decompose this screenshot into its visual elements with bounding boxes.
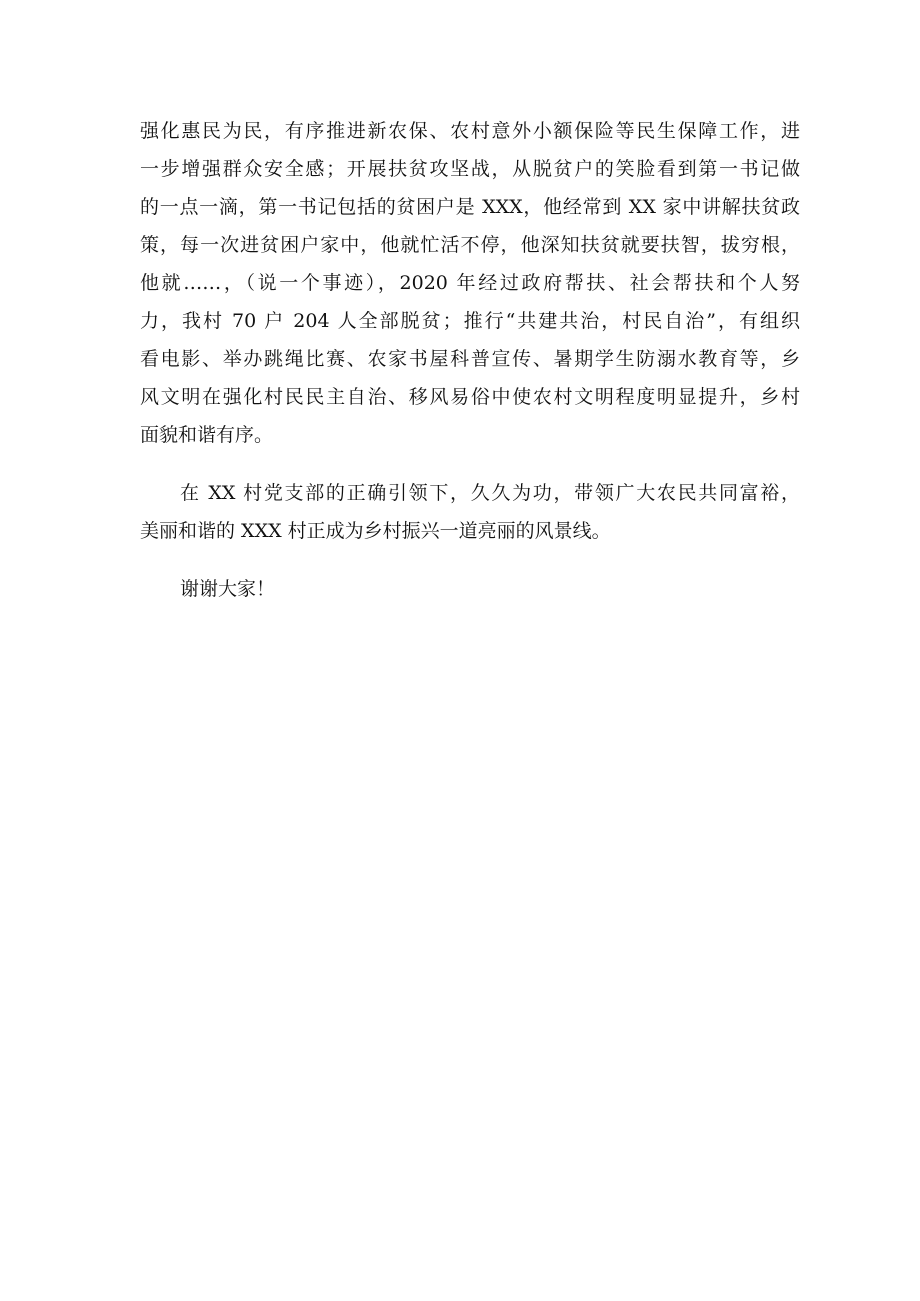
paragraph-conclusion — [140, 474, 800, 550]
paragraph-line: 策，每一次进贫困户家中，他就忙活不停，他深知扶贫就要扶智，拔穷根， — [140, 234, 800, 256]
paragraph-line: 强化惠民为民，有序推进新农保、农村意外小额保险等民生保障工作，进 — [140, 120, 800, 142]
document-body — [140, 112, 800, 608]
closing-thanks: 谢谢大家！ — [180, 578, 276, 600]
paragraph-line: 力，我村 70 户 204 人全部脱贫；推行“共建共治，村民自治”，有组织 — [140, 310, 800, 332]
paragraph-spacer — [140, 454, 800, 474]
paragraph-thanks — [140, 570, 800, 608]
paragraph-line: 美丽和谐的 XXX 村正成为乡村振兴一道亮丽的风景线。 — [140, 520, 611, 542]
paragraph-spacer — [140, 550, 800, 570]
paragraph-line: 看电影、举办跳绳比赛、农家书屋科普宣传、暑期学生防溺水教育等，乡 — [140, 348, 800, 370]
paragraph-line: 一步增强群众安全感；开展扶贫攻坚战，从脱贫户的笑脸看到第一书记做 — [140, 158, 800, 180]
paragraph-line: 他就……，（说一个事迹），2020 年经过政府帮扶、社会帮扶和个人努 — [140, 272, 800, 294]
paragraph-line: 风文明在强化村民民主自治、移风易俗中使农村文明程度明显提升，乡村 — [140, 386, 800, 408]
paragraph-rural-governance — [140, 112, 800, 454]
paragraph-line: 的一点一滴，第一书记包括的贫困户是 XXX，他经常到 XX 家中讲解扶贫政 — [140, 196, 800, 218]
paragraph-line: 面貌和谐有序。 — [140, 424, 274, 446]
paragraph-line: 在 XX 村党支部的正确引领下，久久为功，带领广大农民共同富裕， — [180, 482, 800, 504]
